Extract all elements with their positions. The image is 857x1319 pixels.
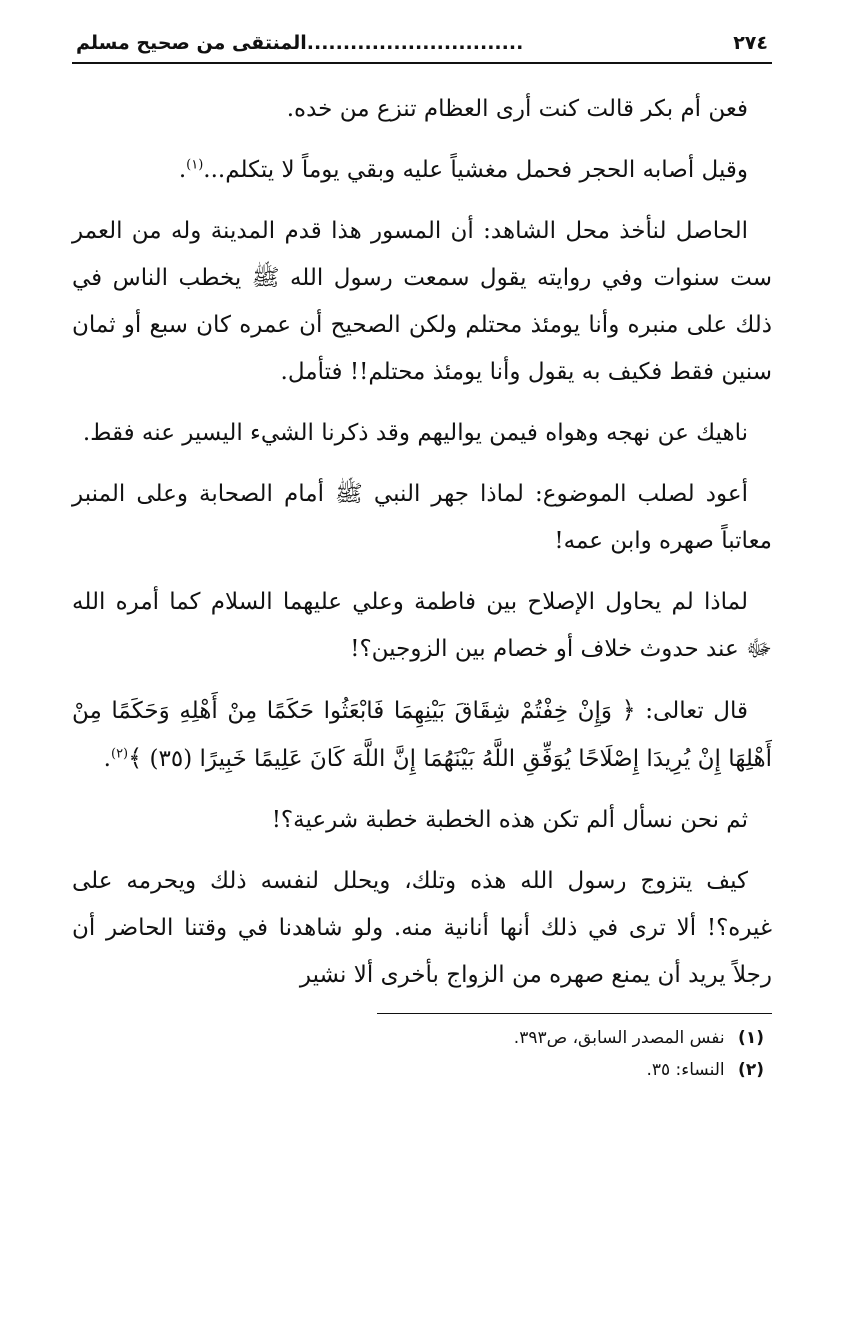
footnote-ref-1[interactable]: (١): [186, 157, 204, 173]
book-page: [72, 26, 772, 1086]
page-number: ٢٧٤: [733, 32, 768, 54]
quran-close-bracket: ﴾: [128, 744, 143, 772]
paragraph-5: أعود لصلب الموضوع: لماذا جهر النبي ﷺ أمام الصحابة وعلى المنبر معاتباً صهره وابن عمه!: [72, 481, 772, 554]
footnote-text: النساء: ٣٥.: [646, 1060, 725, 1080]
verse-number: (٣٥): [149, 746, 193, 772]
footnote-number: (١): [738, 1028, 764, 1048]
paragraph-7: ثم نحن نسأل ألم تكن هذه الخطبة خطبة شرعية؟!: [271, 807, 748, 833]
quran-intro: قال تعالى:: [645, 698, 749, 724]
quran-quote-paragraph: قال تعالى: ﴿ وَإِنْ خِفْتُمْ شِقَاقَ بَيْنِهِمَا فَابْعَثُوا حَكَمًا مِنْ أَهْلِهِ وَحَكَمًا مِنْ أَهْلِهَا إِنْ يُرِيدَا إِصْلَاحًا يُوَفِّقِ اللَّهُ بَيْنَهُمَا إِنَّ اللَّهَ كَانَ عَلِيمًا خَبِيرًا (٣٥) ﴾$^{(٢)}$.: [72, 696, 772, 772]
quran-verse-text: وَإِنْ خِفْتُمْ شِقَاقَ بَيْنِهِمَا فَابْعَثُوا حَكَمًا مِنْ أَهْلِهِ وَحَكَمًا مِنْ أَهْلِهَا إِنْ يُرِيدَا إِصْلَاحًا يُوَفِّقِ اللَّهُ بَيْنَهُمَا إِنَّ اللَّهَ كَانَ عَلِيمًا خَبِيرًا: [72, 698, 772, 772]
paragraph-4: ناهيك عن نهجه وهواه فيمن يواليهم وقد ذكرنا الشيء اليسير عنه فقط.: [82, 420, 748, 446]
footnote-ref-2[interactable]: (٢): [110, 746, 129, 762]
paragraph-2: وقيل أصابه الحجر فحمل مغشياً عليه وبقي يوماً لا يتكلم...$^{(١)}$.: [178, 157, 748, 183]
paragraph-6: لماذا لم يحاول الإصلاح بين فاطمة وعلي عليهما السلام كما أمره الله ﷻ عند حدوث خلاف أو خصام بين الزوجين؟!: [72, 589, 772, 662]
paragraph-8: كيف يتزوج رسول الله هذه وتلك، ويحلل لنفسه ذلك ويحرمه على غيره؟! ألا ترى في ذلك أنها أنانية منه. ولو شاهدنا في وقتنا الحاضر أن رجلاً يريد أن يمنع صهره من الزواج بأخرى ألا نشير: [72, 868, 772, 988]
paragraph-3: الحاصل لنأخذ محل الشاهد: أن المسور هذا قدم المدينة وله من العمر ست سنوات وفي روايته يقول سمعت رسول الله ﷺ يخطب الناس في ذلك على منبره وأنا يومئذ محتلم ولكن الصحيح أن عمره كان سبع أو ثمان سنين فقط فكيف به يقول وأنا يومئذ محتلم!! فتأمل.: [72, 218, 772, 385]
footnotes: [72, 1022, 772, 1086]
footnote-item-1: [72, 1022, 764, 1054]
footnote-separator: [377, 1013, 772, 1014]
quran-open-bracket: ﴿: [621, 696, 636, 724]
paragraph-1: فعن أم بكر قالت كنت أرى العظام تنزع من خده.: [286, 96, 748, 122]
header-rule: [72, 62, 772, 64]
running-header: [72, 26, 772, 62]
footnote-text: نفس المصدر السابق، ص٣٩٣.: [513, 1028, 725, 1048]
running-title: ..............................المنتقى من صحيح مسلم: [76, 32, 524, 54]
footnote-number: (٢): [738, 1060, 764, 1080]
footnote-item-2: [72, 1054, 764, 1086]
